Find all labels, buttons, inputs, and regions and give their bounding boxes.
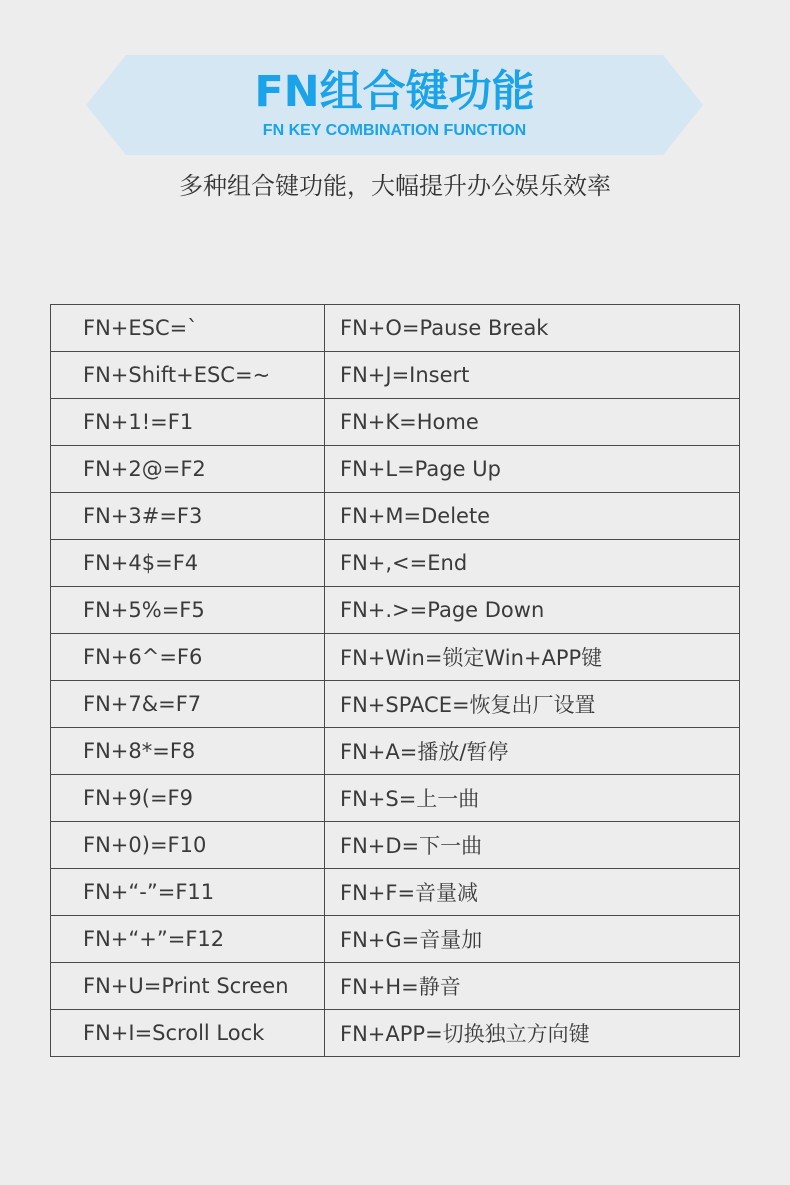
table-cell-right: FN+M=Delete xyxy=(325,493,740,540)
table-cell-right: FN+G=音量加 xyxy=(325,916,740,963)
table-row xyxy=(51,1010,740,1057)
table-cell-right: FN+A=播放/暂停 xyxy=(325,728,740,775)
table-cell-left: FN+Shift+ESC=~ xyxy=(51,352,325,399)
table-cell-left: FN+5%=F5 xyxy=(51,587,325,634)
table-cell-left: FN+I=Scroll Lock xyxy=(51,1010,325,1057)
table-cell-left: FN+“-”=F11 xyxy=(51,869,325,916)
table-cell-left: FN+7&=F7 xyxy=(51,681,325,728)
table-cell-left: FN+0)=F10 xyxy=(51,822,325,869)
table-cell-left: FN+3#=F3 xyxy=(51,493,325,540)
table-cell-left: FN+9(=F9 xyxy=(51,775,325,822)
table-cell-right: FN+L=Page Up xyxy=(325,446,740,493)
table-cell-right: FN+D=下一曲 xyxy=(325,822,740,869)
header-banner xyxy=(86,55,703,155)
table-row xyxy=(51,963,740,1010)
table-row xyxy=(51,775,740,822)
tagline: 多种组合键功能，大幅提升办公娱乐效率 xyxy=(179,172,611,200)
table-cell-left: FN+2@=F2 xyxy=(51,446,325,493)
table-row xyxy=(51,399,740,446)
table-row xyxy=(51,446,740,493)
table-cell-right: FN+Win=锁定Win+APP键 xyxy=(325,634,740,681)
table-cell-right: FN+,<=End xyxy=(325,540,740,587)
table-cell-left: FN+ESC=` xyxy=(51,305,325,352)
table-row xyxy=(51,822,740,869)
table-cell-right: FN+O=Pause Break xyxy=(325,305,740,352)
page-title: FN组合键功能 xyxy=(254,67,535,117)
table-row xyxy=(51,634,740,681)
table-row xyxy=(51,587,740,634)
table-cell-left: FN+U=Print Screen xyxy=(51,963,325,1010)
table-cell-right: FN+SPACE=恢复出厂设置 xyxy=(325,681,740,728)
key-combination-table xyxy=(50,304,740,1057)
table-cell-left: FN+8*=F8 xyxy=(51,728,325,775)
table-row xyxy=(51,540,740,587)
table-cell-left: FN+4$=F4 xyxy=(51,540,325,587)
table-row xyxy=(51,493,740,540)
table-cell-right: FN+H=静音 xyxy=(325,963,740,1010)
table-row xyxy=(51,305,740,352)
table-row xyxy=(51,869,740,916)
table-cell-right: FN+APP=切换独立方向键 xyxy=(325,1010,740,1057)
table-row xyxy=(51,681,740,728)
table-row xyxy=(51,916,740,963)
table-cell-right: FN+J=Insert xyxy=(325,352,740,399)
table-cell-right: FN+S=上一曲 xyxy=(325,775,740,822)
page-subtitle: FN KEY COMBINATION FUNCTION xyxy=(262,122,527,139)
table-cell-right: FN+F=音量减 xyxy=(325,869,740,916)
table-row xyxy=(51,728,740,775)
table-cell-left: FN+6^=F6 xyxy=(51,634,325,681)
table-cell-right: FN+.>=Page Down xyxy=(325,587,740,634)
table-cell-left: FN+1!=F1 xyxy=(51,399,325,446)
table-cell-left: FN+“+”=F12 xyxy=(51,916,325,963)
table-row xyxy=(51,352,740,399)
table-cell-right: FN+K=Home xyxy=(325,399,740,446)
